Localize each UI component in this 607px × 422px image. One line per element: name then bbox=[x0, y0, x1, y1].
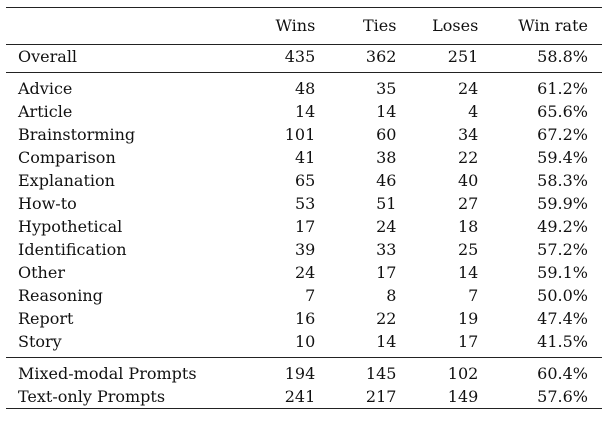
overall-section bbox=[6, 45, 602, 73]
loses-cell: 22 bbox=[457, 148, 479, 167]
loses-cell: 19 bbox=[457, 309, 479, 328]
win-rate-cell: 58.8% bbox=[478, 45, 602, 73]
row-label: Explanation bbox=[18, 171, 115, 190]
ties-cell: 38 bbox=[376, 148, 397, 167]
modality-section bbox=[6, 358, 602, 409]
row-label: Article bbox=[18, 102, 73, 121]
wins-cell: 10 bbox=[294, 332, 316, 351]
ties-cell: 24 bbox=[376, 217, 397, 236]
ties-cell: 33 bbox=[376, 240, 397, 259]
loses-cell: 149 bbox=[396, 385, 478, 409]
table-row bbox=[6, 215, 602, 238]
win-rate-cell: 59.9% bbox=[537, 194, 588, 213]
ties-cell: 17 bbox=[376, 263, 397, 282]
row-label: Comparison bbox=[18, 148, 116, 167]
table-row bbox=[6, 238, 602, 261]
win-rate-cell: 50.0% bbox=[537, 286, 588, 305]
ties-cell: 14 bbox=[376, 332, 397, 351]
loses-cell: 27 bbox=[457, 194, 479, 213]
wins-cell: 16 bbox=[294, 309, 316, 328]
row-label: Advice bbox=[6, 73, 232, 101]
table-row bbox=[6, 169, 602, 192]
ties-cell: 145 bbox=[315, 358, 396, 386]
row-label: Hypothetical bbox=[18, 217, 123, 236]
ties-cell: 217 bbox=[315, 385, 396, 409]
header-ties: Ties bbox=[315, 8, 396, 45]
overall-row bbox=[6, 45, 602, 73]
wins-cell: 48 bbox=[232, 73, 315, 101]
wins-cell: 435 bbox=[232, 45, 315, 73]
table-row bbox=[6, 358, 602, 386]
row-label: Reasoning bbox=[18, 286, 103, 305]
table-row bbox=[6, 330, 602, 358]
row-label: Brainstorming bbox=[18, 125, 136, 144]
table-row bbox=[6, 385, 602, 409]
win-rate-table bbox=[6, 7, 602, 409]
table-row bbox=[6, 307, 602, 330]
wins-cell: 241 bbox=[232, 385, 315, 409]
row-label: Overall bbox=[6, 45, 232, 73]
table-row bbox=[6, 261, 602, 284]
ties-cell: 46 bbox=[376, 171, 397, 190]
row-label: Story bbox=[18, 332, 62, 351]
ties-cell: 14 bbox=[376, 102, 397, 121]
win-rate-cell: 57.6% bbox=[478, 385, 602, 409]
table-row bbox=[6, 192, 602, 215]
win-rate-cell: 49.2% bbox=[537, 217, 588, 236]
win-rate-cell: 60.4% bbox=[478, 358, 602, 386]
loses-cell: 4 bbox=[468, 102, 479, 121]
win-rate-cell: 59.4% bbox=[537, 148, 588, 167]
win-rate-cell: 61.2% bbox=[478, 73, 602, 101]
ties-cell: 8 bbox=[386, 286, 397, 305]
wins-cell: 24 bbox=[294, 263, 316, 282]
loses-cell: 34 bbox=[457, 125, 479, 144]
table-row bbox=[6, 73, 602, 101]
loses-cell: 102 bbox=[396, 358, 478, 386]
loses-cell: 25 bbox=[457, 240, 479, 259]
header-win-rate: Win rate bbox=[478, 8, 602, 45]
win-rate-cell: 67.2% bbox=[537, 125, 588, 144]
loses-cell: 40 bbox=[457, 171, 479, 190]
row-label: Text-only Prompts bbox=[6, 385, 232, 409]
win-rate-cell: 47.4% bbox=[537, 309, 588, 328]
table-row bbox=[6, 284, 602, 307]
wins-cell: 65 bbox=[294, 171, 316, 190]
loses-cell: 7 bbox=[468, 286, 479, 305]
row-label: Report bbox=[18, 309, 74, 328]
wins-cell: 17 bbox=[294, 217, 316, 236]
ties-cell: 35 bbox=[315, 73, 396, 101]
win-rate-cell: 65.6% bbox=[537, 102, 588, 121]
row-label: Mixed-modal Prompts bbox=[6, 358, 232, 386]
ties-cell: 362 bbox=[315, 45, 396, 73]
wins-cell: 39 bbox=[294, 240, 316, 259]
ties-cell: 60 bbox=[376, 125, 397, 144]
ties-cell: 51 bbox=[376, 194, 397, 213]
loses-cell: 24 bbox=[396, 73, 478, 101]
table-row bbox=[6, 123, 602, 146]
wins-cell: 14 bbox=[294, 102, 316, 121]
wins-cell: 7 bbox=[305, 286, 316, 305]
table-row bbox=[6, 100, 602, 123]
wins-cell: 101 bbox=[284, 125, 316, 144]
loses-cell: 17 bbox=[457, 332, 479, 351]
loses-cell: 251 bbox=[396, 45, 478, 73]
row-label: Other bbox=[18, 263, 65, 282]
header-wins: Wins bbox=[232, 8, 315, 45]
wins-cell: 53 bbox=[294, 194, 316, 213]
ties-cell: 22 bbox=[376, 309, 397, 328]
category-section bbox=[6, 73, 602, 358]
win-rate-cell: 41.5% bbox=[537, 332, 588, 351]
wins-cell: 194 bbox=[232, 358, 315, 386]
win-rate-cell: 59.1% bbox=[537, 263, 588, 282]
header-loses: Loses bbox=[396, 8, 478, 45]
win-rate-cell: 57.2% bbox=[537, 240, 588, 259]
loses-cell: 14 bbox=[457, 263, 479, 282]
wins-cell: 41 bbox=[294, 148, 316, 167]
row-label: Identification bbox=[18, 240, 127, 259]
loses-cell: 18 bbox=[457, 217, 479, 236]
header-category bbox=[6, 8, 232, 45]
row-label: How-to bbox=[18, 194, 77, 213]
table-row bbox=[6, 146, 602, 169]
header-row bbox=[6, 8, 602, 45]
win-rate-cell: 58.3% bbox=[537, 171, 588, 190]
